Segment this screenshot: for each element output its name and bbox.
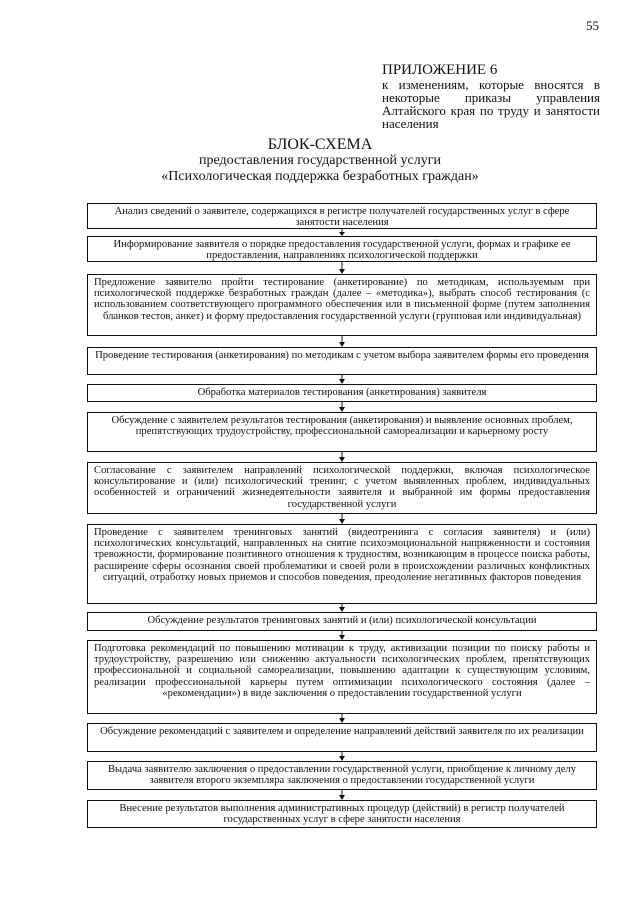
- flow-arrow: [87, 402, 597, 412]
- step-box-6: Обсуждение с заявителем результатов тестирования (анкетирования) и выявление основных проблем, препятствующих трудоустройству, профессиональной самореализации и карьерному росту: [87, 412, 597, 452]
- diagram-header: [0, 0, 640, 185]
- page-number: 55: [586, 18, 599, 33]
- flow-arrow: [87, 229, 597, 236]
- flow-arrow: [87, 714, 597, 723]
- appendix-title: ПРИЛОЖЕНИЕ 6: [382, 62, 498, 78]
- flow-arrow: [87, 514, 597, 524]
- step-box-8: Проведение с заявителем тренинговых занятий (видеотренинга с согласия заявителя) и (или) психологических консультаций, направленных на снятие психоэмоциональной напряженности и состояния тревожности, формирование позитивного отношения к трудностям, возникающим в процессе поиска работы, расширение сферы осознания своей проблематики и своей роли в происхождении различных конфликтных ситуаций, отработку новых приемов и способов поведения, преодоление негативных факторов поведения: [87, 524, 597, 604]
- step-box-5: Обработка материалов тестирования (анкетирования) заявителя: [87, 384, 597, 402]
- flow-arrow: [87, 262, 597, 274]
- step-box-2: Информирование заявителя о порядке предоставления государственной услуги, формах и графике ее предоставления, направлениях психологической поддержки: [87, 236, 597, 262]
- appendix-subtitle: к изменениям, которые вносятся в некоторые приказы управления Алтайского края по труду и занятости населения: [382, 77, 600, 131]
- step-box-11: Обсуждение рекомендаций с заявителем и определение направлений действий заявителя по их реализации: [87, 723, 597, 752]
- step-box-3: Предложение заявителю пройти тестирование (анкетирование) по методикам, используемым при психологической поддержке безработных граждан (далее – «методика»), выбрать способ тестирования (с использованием соответствующего программного обеспечения или в письменной форме (путем заполнения бланков тестов, анкет) и форму предоставления государственной услуги (групповая или индивидуальная): [87, 274, 597, 336]
- step-box-4: Проведение тестирования (анкетирования) по методикам с учетом выбора заявителем формы его проведения: [87, 347, 597, 375]
- step-box-9: Обсуждение результатов тренинговых занятий и (или) психологической консультации: [87, 612, 597, 631]
- step-box-10: Подготовка рекомендаций по повышению мотивации к труду, активизации позиции по поиску работы и трудоустройству, разрешению или снижению актуальности психологических проблем, препятствующих профессиональной и социальной самореализации, повышению адаптации к существующим условиям, реализации профессиональной карьеры путем оптимизации психологического состояния (далее – «рекомендации») в виде заключения о предоставлении государственной услуги: [87, 640, 597, 714]
- flow-arrow: [87, 452, 597, 462]
- step-box-1: Анализ сведений о заявителе, содержащихся в регистре получателей государственных услуг в сфере занятости населения: [87, 203, 597, 229]
- flow-arrow: [87, 752, 597, 761]
- diagram-title: БЛОК-СХЕМА: [267, 136, 373, 153]
- flow-arrow: [87, 336, 597, 347]
- step-box-13: Внесение результатов выполнения административных процедур (действий) в регистр получателей государственных услуг в сфере занятости населения: [87, 800, 597, 828]
- flowchart: [87, 203, 597, 828]
- flow-arrow: [87, 790, 597, 800]
- flow-arrow: [87, 604, 597, 612]
- step-box-7: Согласование с заявителем направлений психологической поддержки, включая психологическое консультирование и (или) психологический тренинг, с учетом выявленных проблем, индивидуальных особенностей и ограничений жизнедеятельности заявителя и выбранной им формы предоставления государственной услуги: [87, 462, 597, 514]
- diagram-subtitle: предоставления государственной услуги «Психологическая поддержка безработных граждан»: [161, 153, 479, 184]
- step-box-12: Выдача заявителю заключения о предоставлении государственной услуги, приобщение к личному делу заявителя второго экземпляра заключения о предоставлении государственной услуги: [87, 761, 597, 790]
- flow-arrow: [87, 631, 597, 640]
- flow-arrow: [87, 375, 597, 384]
